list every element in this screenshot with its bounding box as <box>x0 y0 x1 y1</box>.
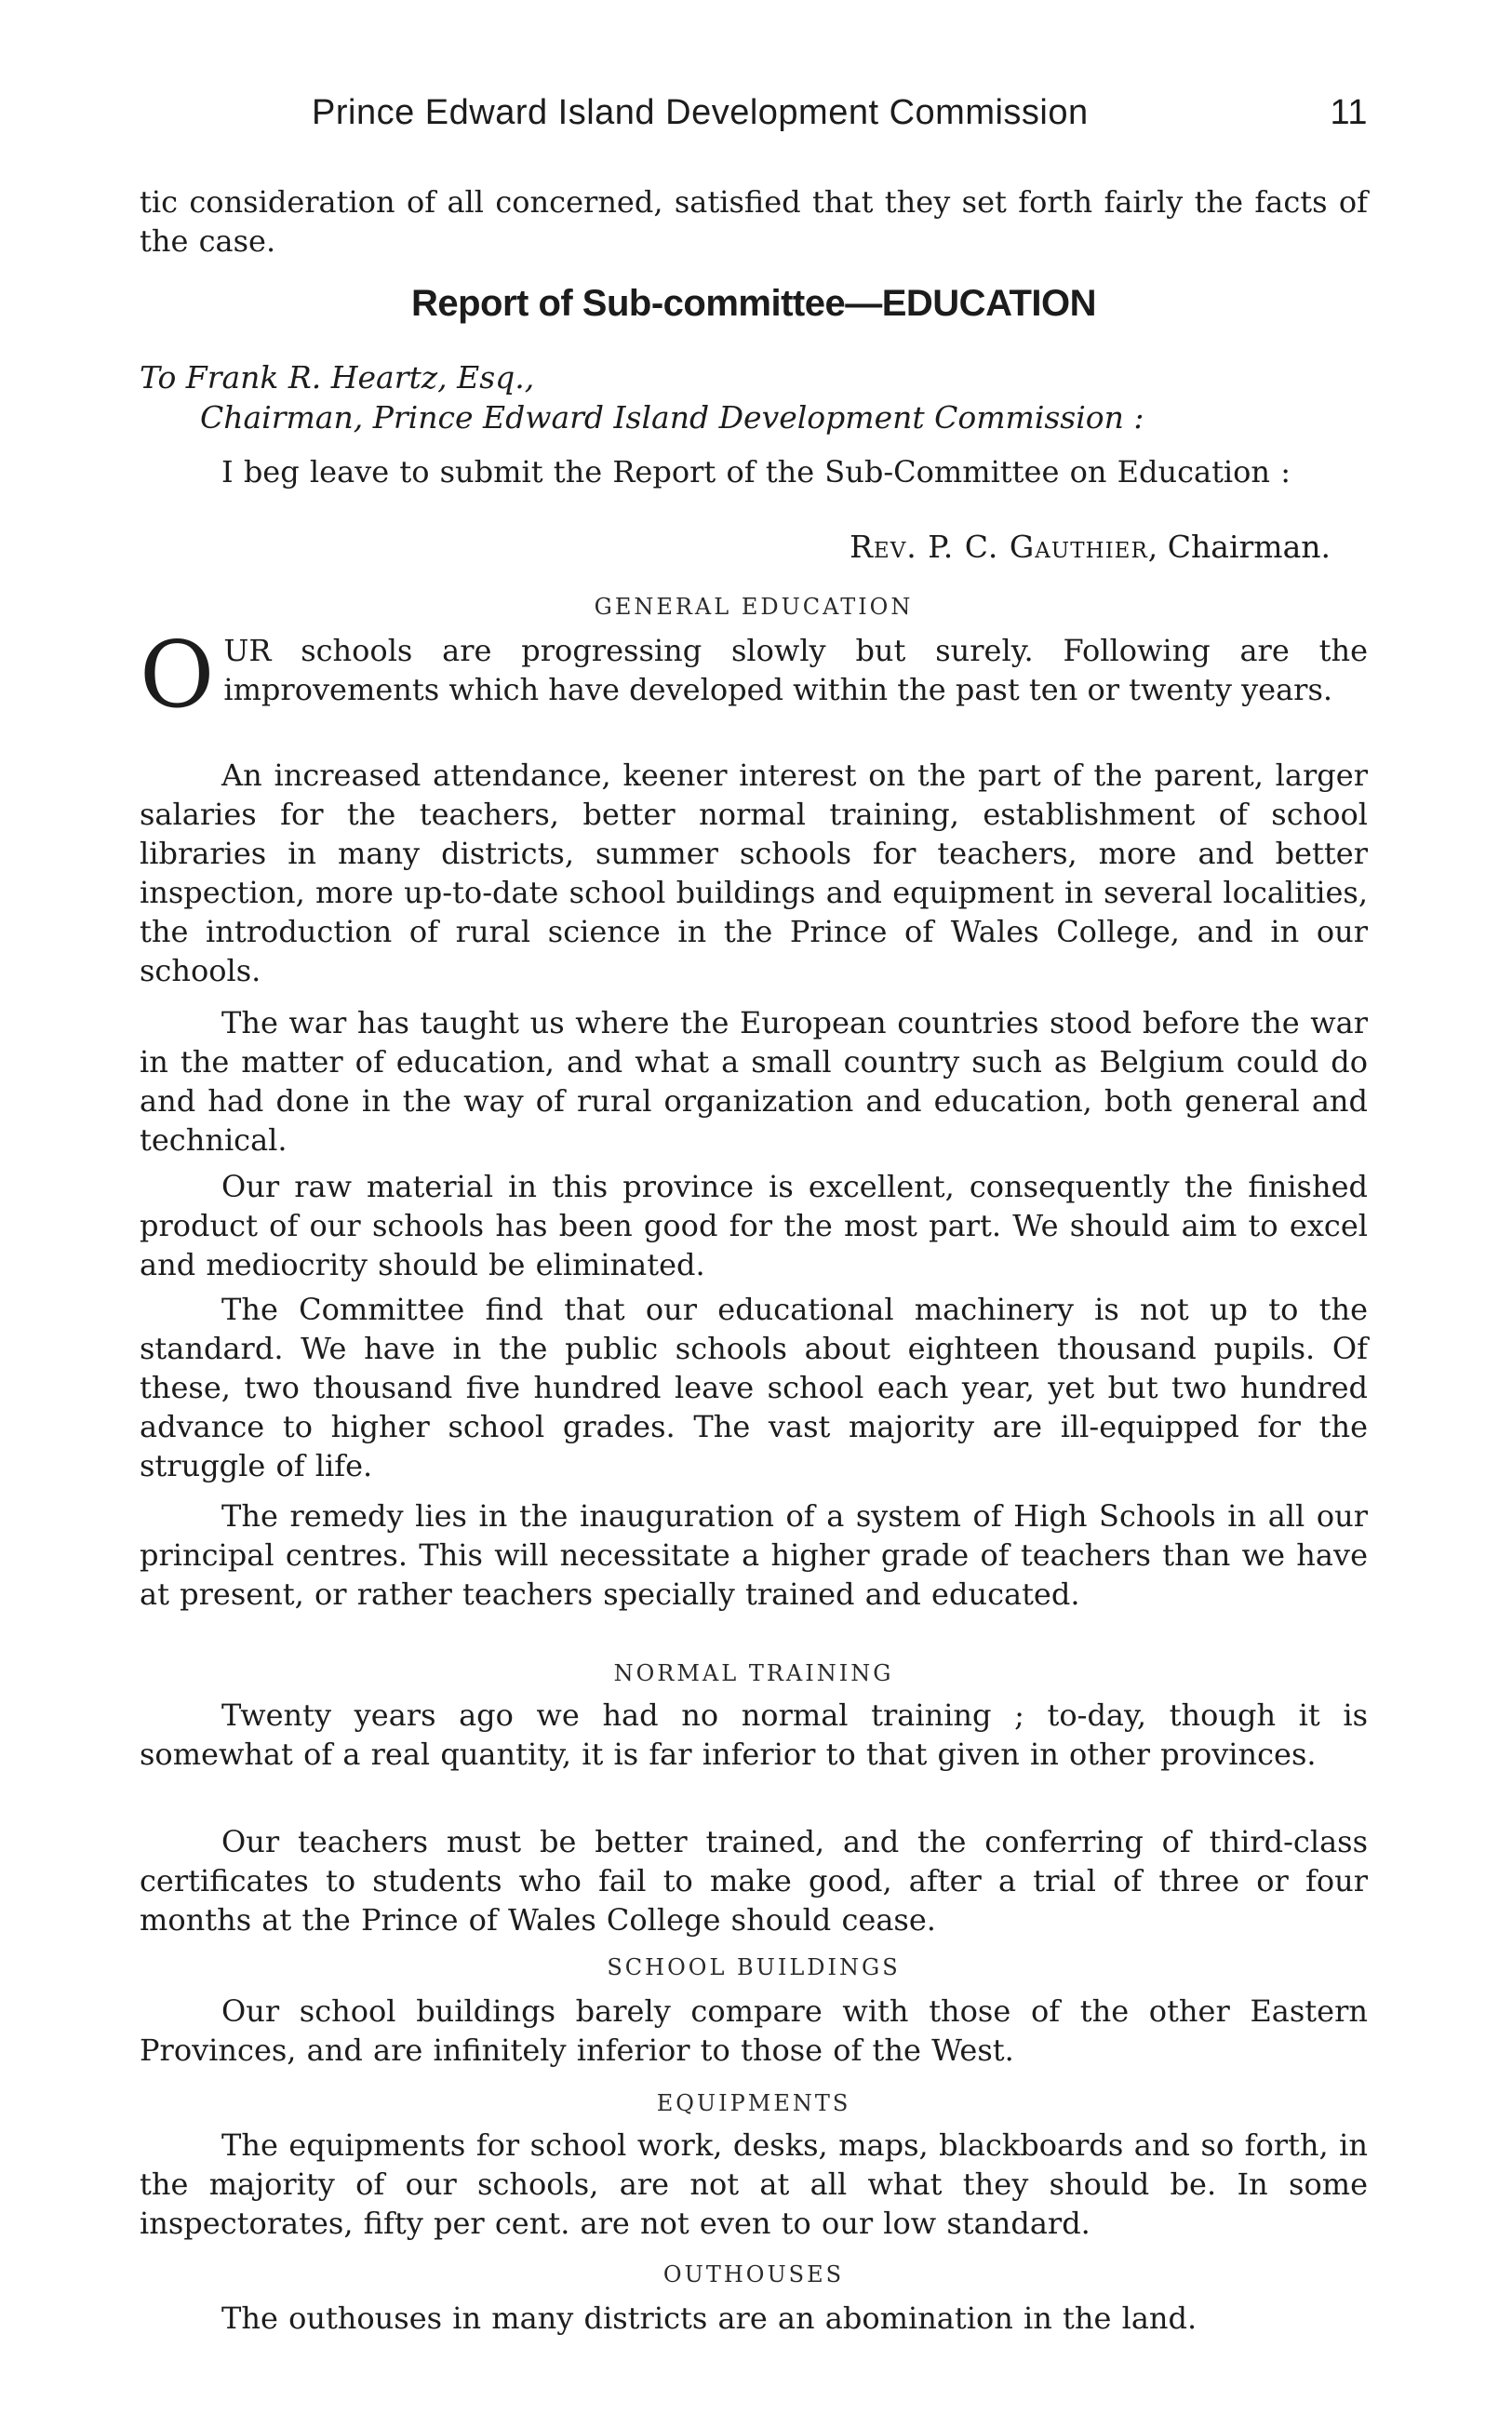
general-education-p3: The war has taught us where the European countries stood before the war in the matter of education, and what a small country such as Belgium could do and had done in the way of rural organization and education, both general and technical. <box>140 1005 1368 1158</box>
section-heading-general-education: GENERAL EDUCATION <box>594 594 914 620</box>
intro-continuation: tic consideration of all concerned, satisfied that they set forth fairly the facts of the case. <box>140 184 1368 259</box>
drop-cap: O <box>140 623 215 729</box>
general-education-opening <box>140 623 1368 729</box>
addressee-line-2: Chairman, Prince Edward Island Development Commission : <box>200 399 1144 436</box>
general-education-p1: UR schools are progressing slowly but surely. Following are the improvements which have developed within the past ten or twenty years. <box>223 633 1368 707</box>
normal-training-p2: Our teachers must be better trained, and the conferring of third-class certificates to students who fail to make good, after a trial of three or four months at the Prince of Wales College should cease. <box>140 1824 1368 1938</box>
section-heading-school-buildings: SCHOOL BUILDINGS <box>607 1954 901 1980</box>
running-head <box>140 93 1368 140</box>
general-education-p6: The remedy lies in the inauguration of a system of High Schools in all our principal centres. This will necessitate a higher grade of teachers than we have at present, or rather teachers specially trained and educated. <box>140 1498 1368 1612</box>
section-heading-equipments: EQUIPMENTS <box>656 2090 851 2116</box>
signature-title: , Chairman. <box>1147 529 1331 565</box>
section-heading-outhouses: OUTHOUSES <box>662 2261 845 2287</box>
page-number: 11 <box>1330 93 1368 132</box>
signature-name: Rev. P. C. Gauthier <box>850 529 1148 565</box>
equipments-p1: The equipments for school work, desks, maps, blackboards and so forth, in the majority of our schools, are not at all what they should be. In some inspectorates, fifty per cent. are not even to our low standard. <box>140 2127 1368 2241</box>
signature <box>850 529 1331 565</box>
general-education-p2: An increased attendance, keener interest on the part of the parent, larger salaries for the teachers, better normal training, establishment of school libraries in many districts, summer schools for teachers, more and better inspection, more up-to-date school buildings and equipment in several localities, the introduction of rural science in the Prince of Wales College, and in our schools. <box>140 758 1368 988</box>
general-education-p5: The Committee find that our educational machinery is not up to the standard. We have in the public schools about eighteen thousand pupils. Of these, two thousand five hundred leave school each year, yet but two hundred advance to higher school grades. The vast majority are ill-equipped for the struggle of life. <box>140 1292 1368 1483</box>
submission-paragraph: I beg leave to submit the Report of the Sub-Committee on Education : <box>221 454 1291 490</box>
report-title: Report of Sub-committee—EDUCATION <box>410 283 1097 324</box>
normal-training-p1: Twenty years ago we had no normal training ; to-day, though it is somewhat of a real quantity, it is far inferior to that given in other provinces. <box>140 1697 1368 1772</box>
outhouses-p1: The outhouses in many districts are an abomination in the land. <box>221 2301 1198 2336</box>
addressee-line-1: To Frank R. Heartz, Esq., <box>140 359 535 396</box>
running-head-title: Prince Edward Island Development Commission <box>312 93 1089 132</box>
general-education-p4: Our raw material in this province is excellent, consequently the finished product of our schools has been good for the most part. We should aim to excel and mediocrity should be eliminated. <box>140 1169 1368 1282</box>
section-heading-normal-training: NORMAL TRAINING <box>613 1660 894 1686</box>
school-buildings-p1: Our school buildings barely compare with those of the other Eastern Provinces, and are infinitely inferior to those of the West. <box>140 1993 1368 2068</box>
